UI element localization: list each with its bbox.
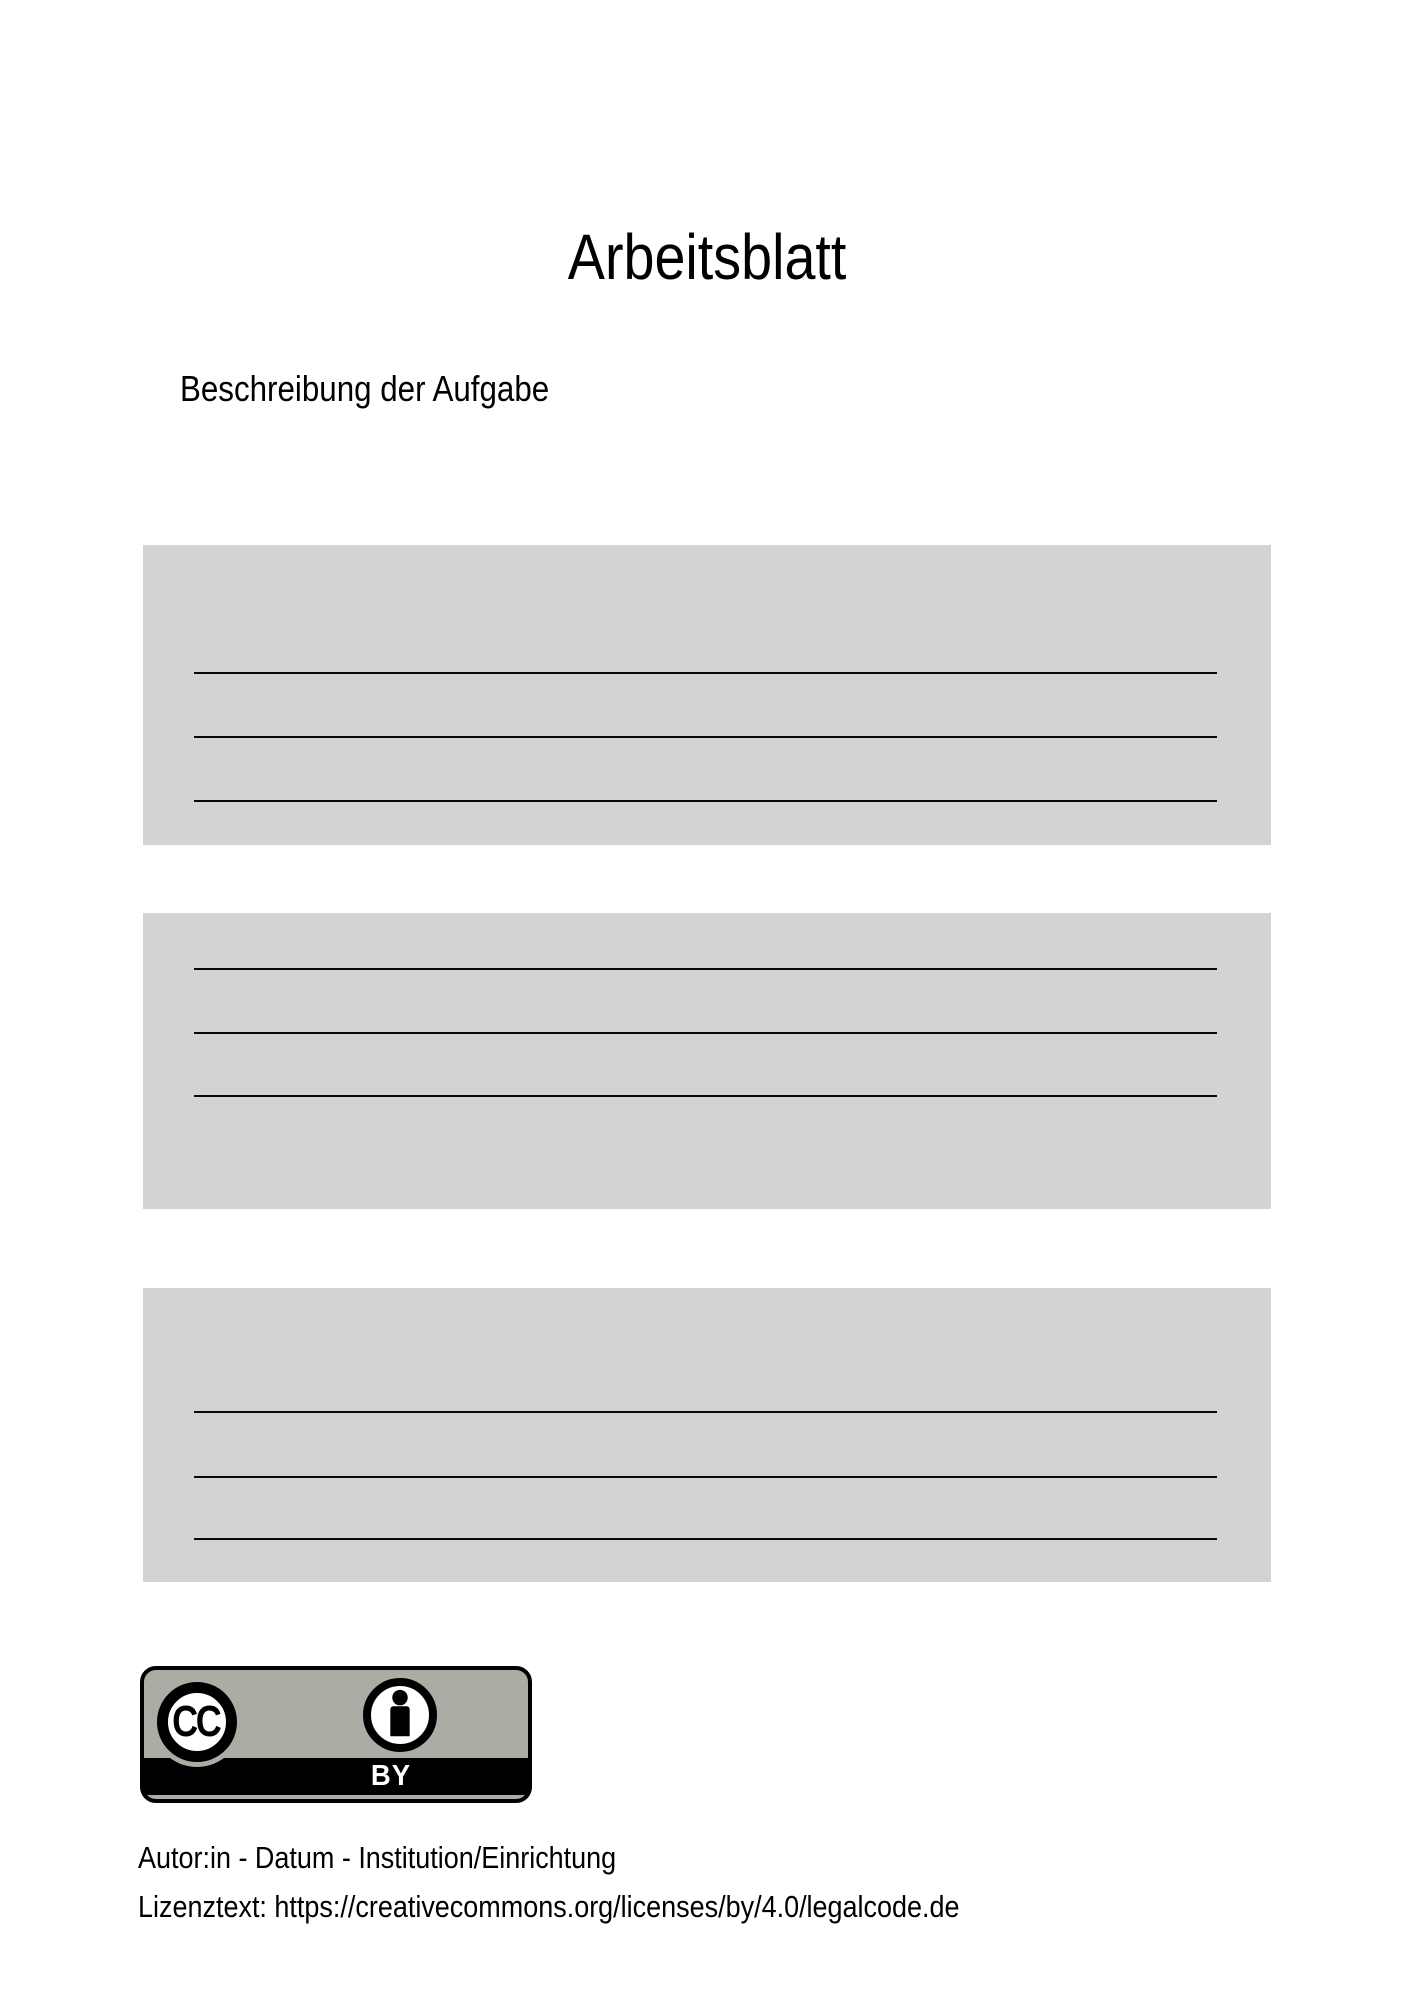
cc-logo-text: CC (171, 1697, 220, 1746)
writing-line (194, 736, 1217, 738)
writing-line (194, 800, 1217, 802)
footer (138, 1833, 1082, 1931)
badge-by-label: BY (370, 1760, 412, 1792)
writing-line (194, 672, 1217, 674)
writing-line (194, 1538, 1217, 1540)
answer-box (143, 545, 1271, 845)
answer-box (143, 1288, 1271, 1582)
license-text-line: Lizenztext: https://creativecommons.org/licenses/by/4.0/legalcode.de (138, 1889, 960, 1924)
cc-logo-icon (157, 1682, 237, 1762)
answer-box (143, 913, 1271, 1209)
attribution-line: Autor:in - Datum - Institution/Einrichtung (138, 1840, 617, 1875)
person-icon (363, 1678, 437, 1752)
page-title-text: Arbeitsblatt (567, 221, 847, 293)
writing-line (194, 1476, 1217, 1478)
writing-line (194, 1411, 1217, 1413)
writing-line (194, 968, 1217, 970)
badge-black-bar (144, 1758, 528, 1795)
writing-line (194, 1095, 1217, 1097)
cc-by-license-badge (140, 1666, 532, 1803)
task-description-text: Beschreibung der Aufgabe (180, 368, 550, 409)
task-description (180, 369, 604, 409)
writing-line (194, 1032, 1217, 1034)
page-title (0, 222, 1414, 292)
